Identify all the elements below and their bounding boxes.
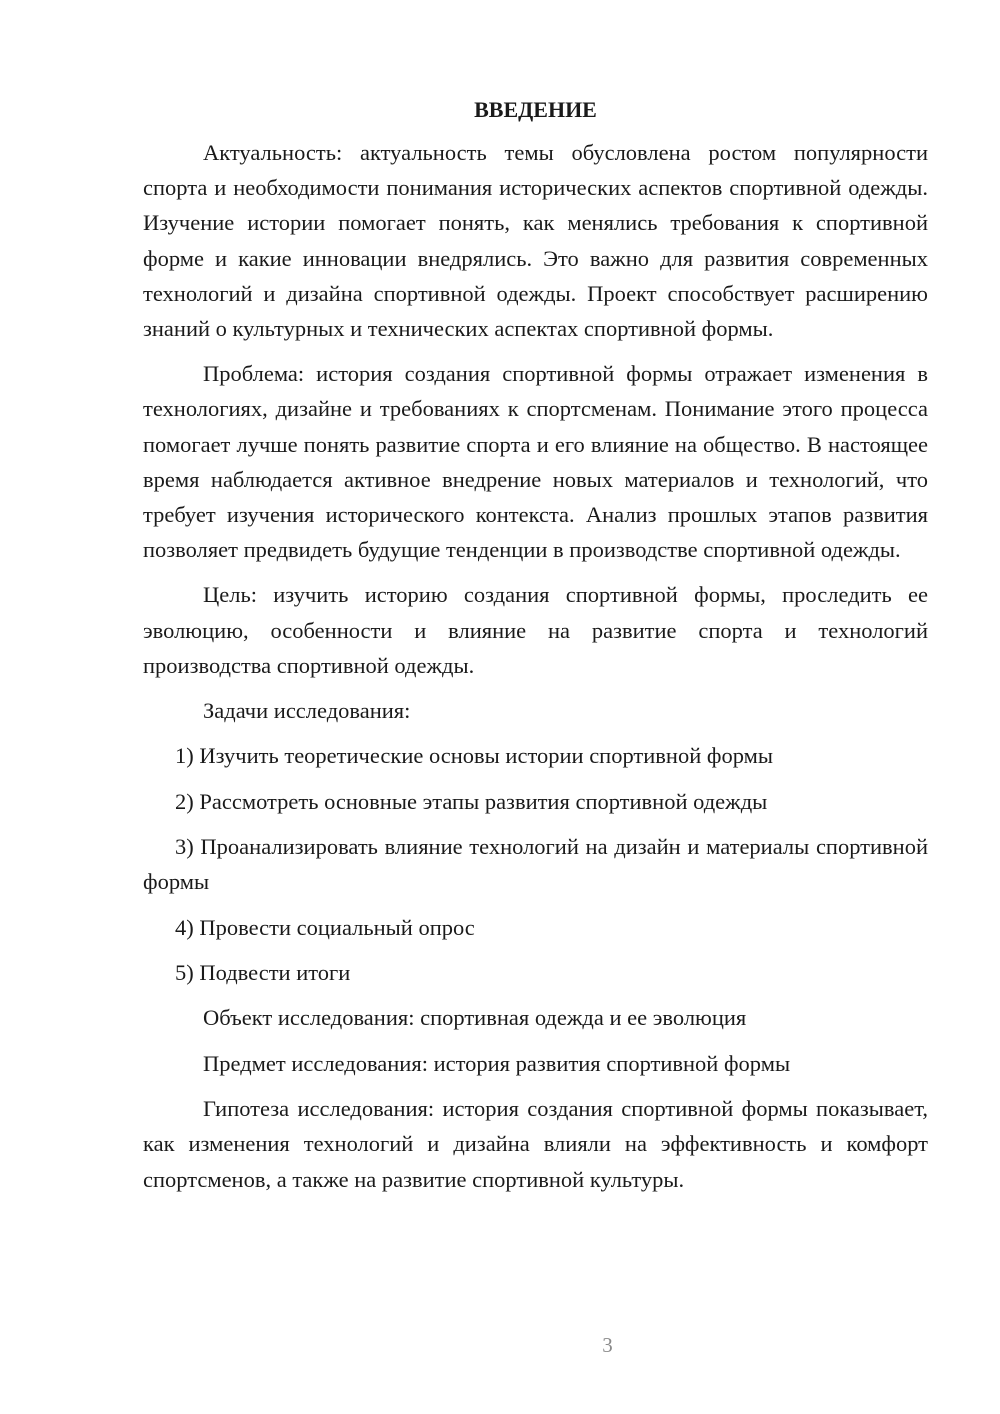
task-item-1: 1) Изучить теоретические основы истории спортивной формы [175,743,773,769]
task-item-5: 5) Подвести итоги [175,960,351,986]
task-item-3: 3) Проанализировать влияние технологий на дизайн и материалы спортивной формы [143,834,928,895]
page-number: 3 [602,1333,613,1357]
paragraph-hypothesis: Гипотеза исследования: история создания спортивной формы показывает, как изменения технологий и дизайна влияли на эффективность и комфорт спортсменов, а также на развитие спортивной культуры. [143,1096,928,1192]
paragraph-goal: Цель: изучить историю создания спортивной формы, проследить ее эволюцию, особенности и влияние на развитие спорта и технологий производства спортивной одежды. [143,582,928,678]
task-item-4: 4) Провести социальный опрос [175,914,475,940]
task-item-2: 2) Рассмотреть основные этапы развития спортивной одежды [175,788,768,814]
paragraph-problem: Проблема: история создания спортивной формы отражает изменения в технологиях, дизайне и требованиях к спортсменам. Понимание этого процесса помогает лучше понять развитие спорта и его влияние на общество. В настоящее время наблюдается активное внедрение новых материалов и технологий, что требует изучения исторического контекста. Анализ прошлых этапов развития позволяет предвидеть будущие тенденции в производстве спортивной одежды. [143,361,928,563]
tasks-heading: Задачи исследования: [203,698,411,724]
paragraph-relevance: Актуальность: актуальность темы обусловлена ростом популярности спорта и необходимости понимания исторических аспектов спортивной одежды. Изучение истории помогает понять, как менялись требования к спортивной форме и какие инновации внедрялись. Это важно для развития современных технологий и дизайна спортивной одежды. Проект способствует расширению знаний о культурных и технических аспектах спортивной формы. [143,140,928,342]
page-content [143,92,928,1207]
paragraph-subject: Предмет исследования: история развития спортивной формы [203,1050,791,1076]
paragraph-object: Объект исследования: спортивная одежда и ее эволюция [203,1005,747,1031]
section-title: ВВЕДЕНИЕ [474,97,597,122]
